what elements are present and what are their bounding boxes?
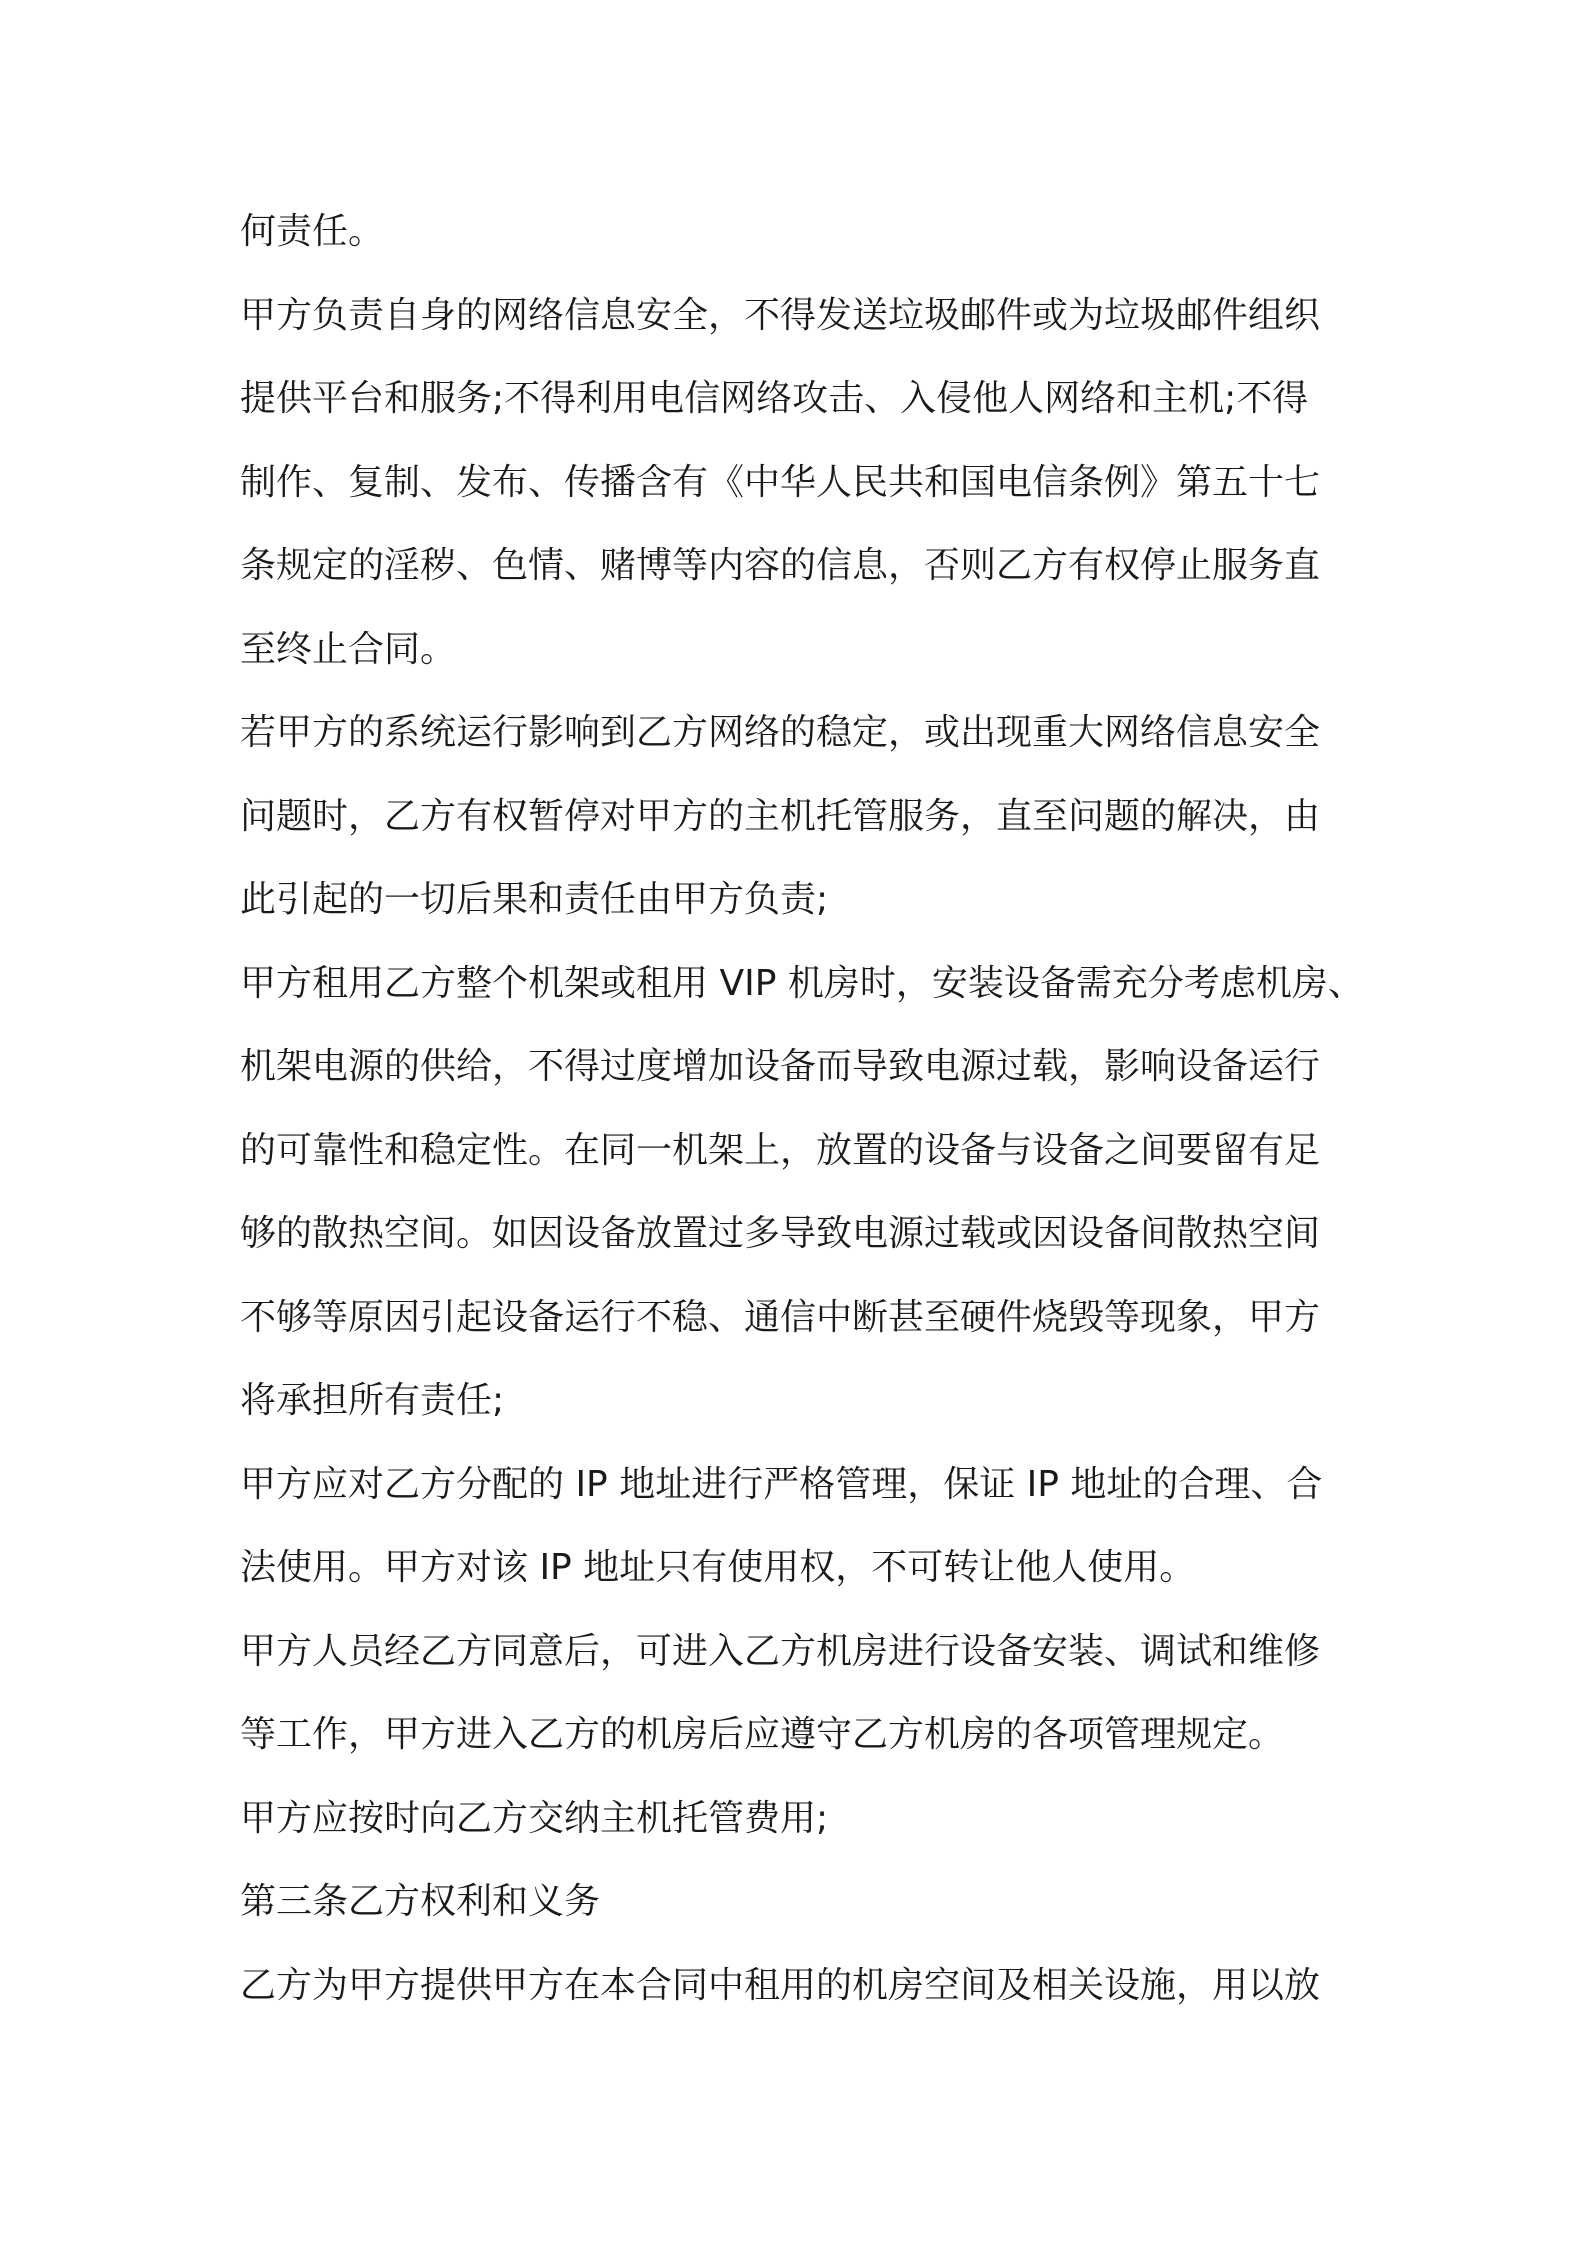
- text-line: 问题时，乙方有权暂停对甲方的主机托管服务，直至问题的解决，由: [240, 795, 1321, 837]
- text-line: 此引起的一切后果和责任由甲方负责;: [240, 879, 829, 920]
- text-line: 甲方应对乙方分配的 IP 地址进行严格管理，保证 IP 地址的合理、合: [240, 1463, 1323, 1505]
- text-line: 甲方租用乙方整个机架或租用 VIP 机房时，安装设备需充分考虑机房、: [240, 962, 1364, 1004]
- text-line: 何责任。: [240, 211, 385, 252]
- text-line: 的可靠性和稳定性。在同一机架上，放置的设备与设备之间要留有足: [240, 1129, 1321, 1171]
- text-line: 不够等原因引起设备运行不稳、通信中断甚至硬件烧毁等现象，甲方: [240, 1296, 1321, 1338]
- text-line: 制作、复制、发布、传播含有《中华人民共和国电信条例》第五十七: [240, 461, 1321, 503]
- text-line: 甲方人员经乙方同意后，可进入乙方机房进行设备安装、调试和维修: [240, 1630, 1321, 1672]
- text-line: 等工作，甲方进入乙方的机房后应遵守乙方机房的各项管理规定。: [240, 1714, 1285, 1755]
- text-line: 至终止合同。: [240, 628, 457, 670]
- text-line: 乙方为甲方提供甲方在本合同中租用的机房空间及相关设施，用以放: [240, 1964, 1321, 2006]
- text-line: 将承担所有责任;: [240, 1380, 505, 1421]
- text-line: 若甲方的系统运行影响到乙方网络的稳定，或出现重大网络信息安全: [240, 712, 1321, 753]
- text-line: 机架电源的供给，不得过度增加设备而导致电源过载，影响设备运行: [240, 1046, 1321, 1087]
- contract-text-body: [240, 190, 1364, 2027]
- text-line: 够的散热空间。如因设备放置过多导致电源过载或因设备间散热空间: [240, 1213, 1321, 1254]
- text-line: 甲方负责自身的网络信息安全，不得发送垃圾邮件或为垃圾邮件组织: [240, 294, 1321, 336]
- text-line: 甲方应按时向乙方交纳主机托管费用;: [240, 1797, 829, 1839]
- text-line: 提供平台和服务;不得利用电信网络攻击、入侵他人网络和主机;不得: [240, 378, 1309, 419]
- section-heading: 第三条乙方权利和义务: [240, 1881, 601, 1922]
- text-line: 法使用。甲方对该 IP 地址只有使用权，不可转让他人使用。: [240, 1547, 1196, 1588]
- text-line: 条规定的淫秽、色情、赌博等内容的信息，否则乙方有权停止服务直: [240, 545, 1321, 586]
